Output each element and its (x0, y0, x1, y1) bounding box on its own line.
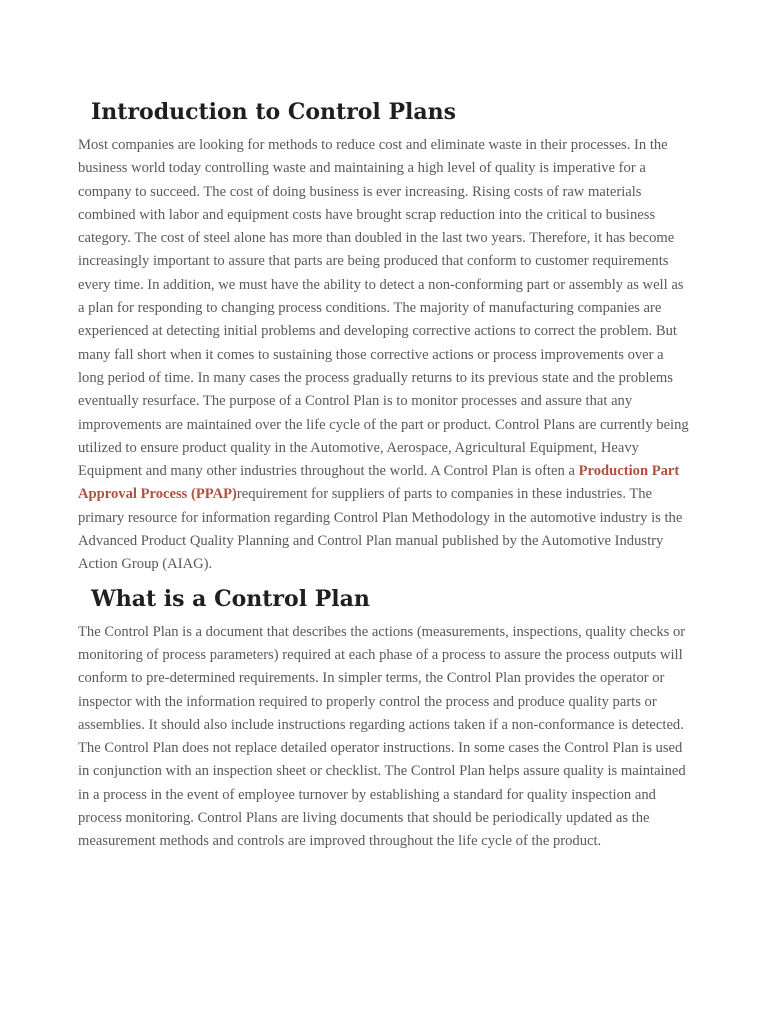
section-heading-introduction: Introduction to Control Plans (91, 99, 456, 125)
introduction-text-before-link: Most companies are looking for methods to reduce cost and eliminate waste in their processes. In the business world today controlling waste and maintaining a high level of quality is imperative for a company to succeed. The cost of doing business is ever increasing. Rising costs of raw materials combined with labor and equipment costs have brought scrap reduction into the critical to business category. The cost of steel alone has more than doubled in the last two years. Therefore, it has become increasingly important to assure that parts are being produced that conform to customer requirements every time. In addition, we must have the ability to detect a non-conforming part or assembly as well as a plan for responding to changing process conditions. The majority of manufacturing companies are experienced at detecting initial problems and developing corrective actions to correct the problem. But many fall short when it comes to sustaining those corrective actions or process improvements over a long period of time. In many cases the process gradually returns to its previous state and the problems eventually resurface. The purpose of a Control Plan is to monitor processes and assure that any improvements are maintained over the life cycle of the part or product. Control Plans are currently being utilized to ensure product quality in the Automotive, Aerospace, Agricultural Equipment, Heavy Equipment and many other industries throughout the world. A Control Plan is often a (78, 137, 689, 480)
introduction-text-after-link: requirement for suppliers of parts to companies in these industries. The primary resource for information regarding Control Plan Methodology in the automotive industry is the Advanced Product Quality Planning and Control Plan manual published by the Automotive Industry Action Group (AIAG). (78, 486, 683, 573)
what-is-paragraph: The Control Plan is a document that describes the actions (measurements, inspections, quality checks or monitoring of process parameters) required at each phase of a process to assure the process outputs will conform to pre-determined requirements. In simpler terms, the Control Plan provides the operator or inspector with the information required to properly control the process and produce quality parts or assemblies. It should also include instructions regarding actions taken if a non-conformance is detected. The Control Plan does not replace detailed operator instructions. In some cases the Control Plan is used in conjunction with an inspection sheet or checklist. The Control Plan helps assure quality is maintained in a process in the event of employee turnover by establishing a standard for quality inspection and process monitoring. Control Plans are living documents that should be periodically updated as the measurement methods and controls are improved throughout the life cycle of the product. (78, 623, 686, 850)
section-introduction (78, 96, 690, 577)
section-heading-what-is: What is a Control Plan (91, 585, 370, 612)
section-what-is (78, 583, 690, 854)
document-page (78, 96, 690, 854)
ppap-link[interactable]: Production Part Approval Process (PPAP) (78, 463, 680, 503)
introduction-paragraph (78, 134, 690, 577)
